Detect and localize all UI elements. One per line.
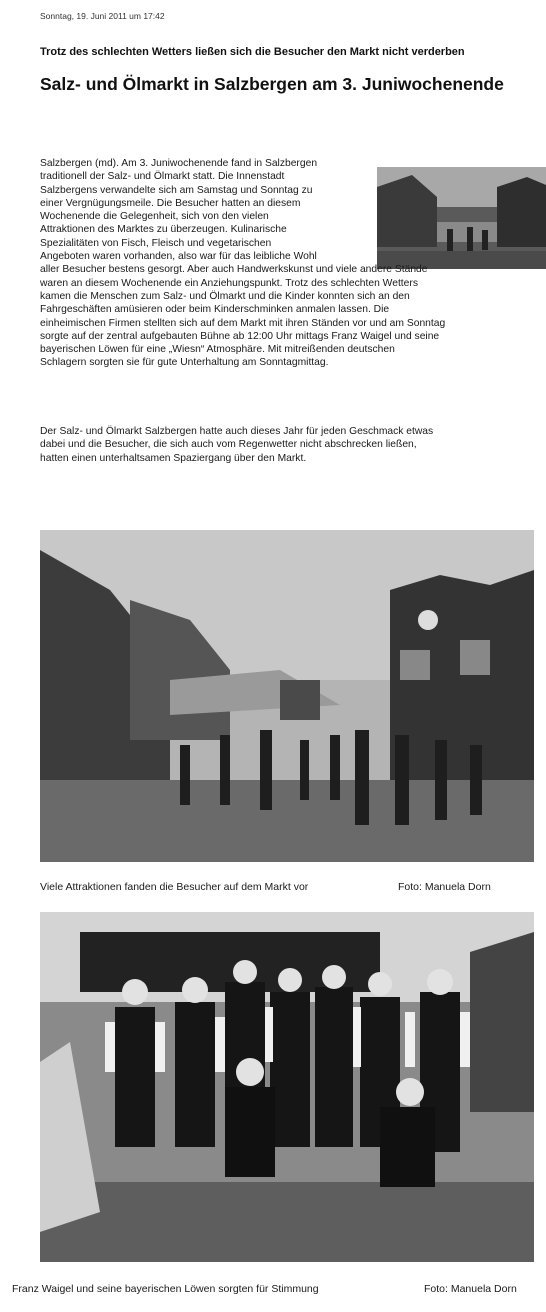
paragraph-line: dabei und die Besucher, die sich auch vom Regenwetter nicht abschrecken ließen, <box>40 439 417 451</box>
paragraph-line: Der Salz- und Ölmarkt Salzbergen hatte auch dieses Jahr für jeden Geschmack etwas <box>40 426 434 437</box>
article-date: Sonntag, 19. Juni 2011 um 17:42 <box>40 11 165 21</box>
paragraph-line: sorgte auf der zentral aufgebauten Bühne ab 12:00 Uhr mittags Franz Waigel und seine <box>40 330 440 342</box>
paragraph-line: einheimischen Firmen stellten sich auf dem Markt mit ihren Ständen vor und am Sonntag <box>40 317 446 329</box>
paragraph-line: Spezialitäten von Fisch, Fleisch und vegetarischen <box>40 237 272 249</box>
article-paragraph-2 <box>40 425 546 465</box>
photo2-caption: Franz Waigel und seine bayerischen Löwen sorgten für Stimmung <box>12 1283 319 1295</box>
paragraph-line: traditionell der Salz- und Ölmarkt statt. Die Innenstadt <box>40 171 285 183</box>
paragraph-line: aller Besucher bestens gesorgt. Aber auch Handwerkskunst und viele andere Stände <box>40 264 428 276</box>
photo2-credit: Foto: Manuela Dorn <box>424 1283 517 1295</box>
paragraph-line: einer Vergnügungsmeile. Die Besucher hatten an diesem <box>40 197 301 209</box>
paragraph-line: kamen die Menschen zum Salz- und Ölmarkt und die Kinder konnten sich an den <box>40 290 410 302</box>
photo1-caption: Viele Attraktionen fanden die Besucher auf dem Markt vor <box>40 881 309 893</box>
paragraph-line: waren an diesem Wochenende ein Anziehungspunkt. Trotz des schlechten Wetters <box>40 277 418 289</box>
paragraph-line: Schlagern sorgten sie für gute Unterhaltung am Sonntagmittag. <box>40 357 329 369</box>
paragraph-line: Salzbergens verwandelte sich am Samstag und Sonntag zu <box>40 184 313 196</box>
paragraph-line: bayerischen Löwen für eine „Wiesn“ Atmosphäre. Mit mitreißenden deutschen <box>40 344 395 356</box>
paragraph-line: Fahrgeschäften amüsieren oder beim Kinderschminken anmalen lassen. Die <box>40 304 390 316</box>
paragraph-line: hatten einen unterhaltsamen Spaziergang über den Markt. <box>40 452 307 464</box>
article-subheadline: Trotz des schlechten Wetters ließen sich die Besucher den Markt nicht verderben <box>40 46 465 58</box>
market-street-photo <box>40 530 534 862</box>
photo1-credit: Foto: Manuela Dorn <box>398 881 491 893</box>
paragraph-line: Salzbergen (md). Am 3. Juniwochenende fand in Salzbergen <box>40 158 318 169</box>
article-headline: Salz- und Ölmarkt in Salzbergen am 3. Juniwochenende <box>40 74 504 94</box>
paragraph-line: Wochenende die Gelegenheit, sich von den vielen <box>40 211 269 223</box>
paragraph-line: Attraktionen des Marktes zu überzeugen. Kulinarische <box>40 224 287 236</box>
band-photo <box>40 912 534 1262</box>
article-paragraph-1 <box>40 157 546 370</box>
paragraph-line: Angeboten waren vorhanden, also war für das leibliche Wohl <box>40 251 317 263</box>
